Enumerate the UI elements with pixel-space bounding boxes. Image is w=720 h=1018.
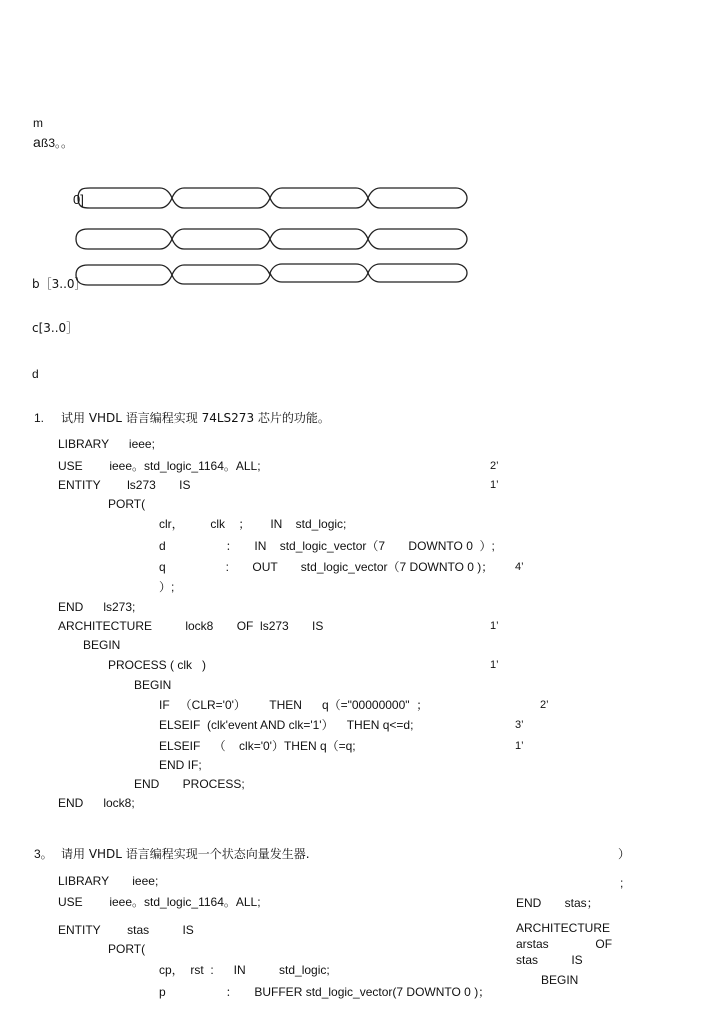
wave-segment <box>270 188 368 208</box>
wave-segment <box>270 229 368 249</box>
code-line: p ： BUFFER std_logic_vector(7 DOWNTO 0 )； <box>159 985 491 999</box>
right-column-line: arstas OF <box>516 937 613 951</box>
code-line: USE ieee。std_logic_1164。ALL; <box>58 459 261 473</box>
wave-label-b: b［3..0］ <box>32 277 87 291</box>
q1-prompt: 试用 VHDL 语言编程实现 74LS273 芯片的功能。 <box>61 411 330 425</box>
code-line: ELSEIF （ clk='0'）THEN q（=q; <box>159 739 356 753</box>
code-line: q : OUT std_logic_vector（7 DOWNTO 0 )； <box>159 560 494 574</box>
wave-segment <box>368 229 467 249</box>
wave-segment <box>368 264 467 282</box>
code-line: END IF; <box>159 758 202 772</box>
q3-paren: ） <box>618 847 631 861</box>
score-mark: 3’ <box>515 719 524 731</box>
score-mark: 1’ <box>490 479 499 491</box>
right-column-line: ARCHITECTURE <box>516 921 611 935</box>
right-column-line: stas IS <box>516 953 583 967</box>
right-column-line: BEGIN <box>541 973 579 987</box>
code-line: LIBRARY ieee; <box>58 437 155 451</box>
code-line: END PROCESS; <box>134 777 245 791</box>
wave-segment <box>270 264 368 282</box>
code-line: BEGIN <box>134 678 172 692</box>
right-column-line: END stas； <box>516 896 599 910</box>
code-line: END lock8; <box>58 796 135 810</box>
stray-beta: ß3。。 <box>41 136 74 150</box>
code-line: ）; <box>159 580 175 594</box>
code-line: USE ieee。std_logic_1164。ALL; <box>58 895 261 909</box>
wave-segment <box>368 188 467 208</box>
score-mark: 1’ <box>515 740 524 752</box>
code-line: IF （CLR='0'） THEN q（="00000000" ； <box>159 698 429 712</box>
score-mark: 1’ <box>490 620 499 632</box>
code-line: PROCESS ( clk ) <box>108 658 207 672</box>
code-line: ARCHITECTURE lock8 OF ls273 IS <box>58 619 324 633</box>
code-line: cp， rst : IN std_logic; <box>159 963 330 977</box>
code-line: clr， clk ； IN std_logic; <box>159 517 347 531</box>
code-line: PORT( <box>108 497 146 511</box>
score-mark: 2’ <box>490 460 499 472</box>
code-line: LIBRARY ieee; <box>58 874 159 888</box>
code-line: d ： IN std_logic_vector（7 DOWNTO 0 ）; <box>159 539 495 553</box>
wave-segment <box>172 188 270 208</box>
wave-label-a: 0] <box>73 192 84 207</box>
q1-number: 1. <box>34 411 45 425</box>
q3-semicolon: ; <box>620 876 624 890</box>
wave-segment <box>78 188 172 208</box>
code-line: ENTITY ls273 IS <box>58 478 191 492</box>
code-line: ENTITY stas IS <box>58 923 194 937</box>
code-line: END ls273; <box>58 600 136 614</box>
score-mark: 2’ <box>540 699 549 711</box>
q3-prompt: 请用 VHDL 语言编程实现一个状态向量发生器. <box>61 847 310 861</box>
score-mark: 1’ <box>490 659 499 671</box>
code-line: BEGIN <box>83 638 121 652</box>
q3-number: 3。 <box>34 847 53 861</box>
score-mark: 4’ <box>515 561 524 573</box>
wave-segment <box>76 229 172 249</box>
wave-label-d: d <box>32 367 39 381</box>
code-line: PORT( <box>108 942 146 956</box>
wave-segment <box>76 265 172 285</box>
wave-label-c: c[3..0］ <box>32 321 79 335</box>
stray-a: a <box>33 134 41 150</box>
code-line: ELSEIF (clk'event AND clk='1'） THEN q<=d; <box>159 718 414 732</box>
stray-m: m <box>33 116 43 130</box>
wave-segment <box>172 265 270 284</box>
wave-segment <box>172 229 270 249</box>
timing-waveform <box>70 184 472 288</box>
